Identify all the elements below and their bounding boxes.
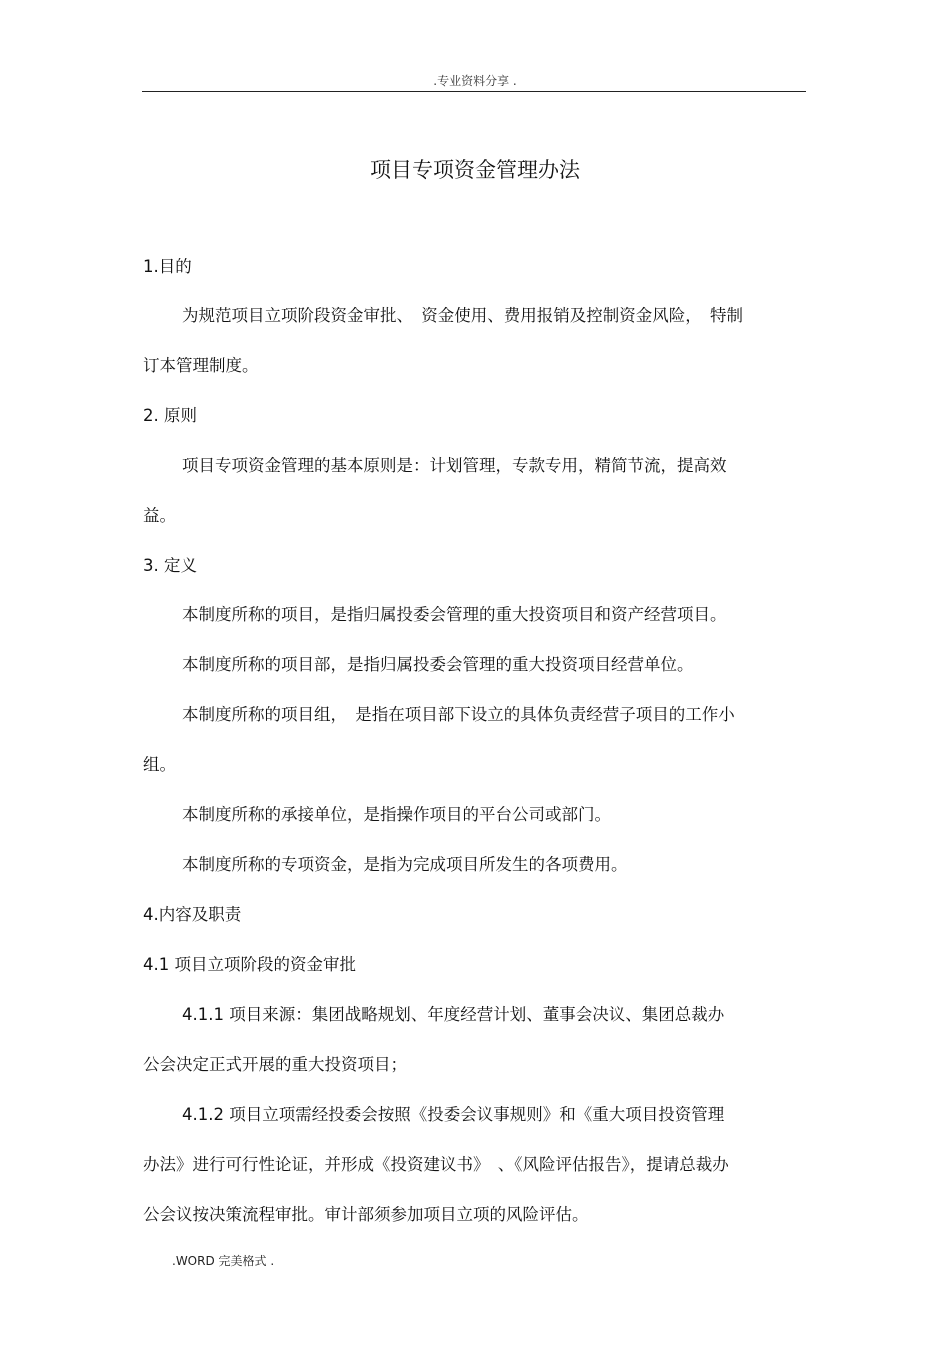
section-heading-purpose: 1.目的: [143, 257, 192, 276]
paragraph-line: 为规范项目立项阶段资金审批、 资金使用、费用报销及控制资金风险， 特制: [182, 306, 743, 325]
paragraph-line: 公会决定正式开展的重大投资项目；: [143, 1055, 407, 1074]
paragraph-line: 办法》进行可行性论证，并形成《投资建议书》 、《风险评估报告》，提请总裁办: [143, 1155, 729, 1174]
section-heading-principles: 2. 原则: [143, 406, 197, 425]
paragraph-line: 本制度所称的项目组， 是指在项目部下设立的具体负责经营子项目的工作小: [182, 705, 735, 724]
paragraph-line: 本制度所称的项目部，是指归属投委会管理的重大投资项目经营单位。: [182, 655, 694, 674]
document-title: 项目专项资金管理办法: [370, 158, 580, 182]
header-divider: [142, 91, 806, 92]
header-text: .专业资料分享 .: [433, 74, 517, 88]
paragraph-line: 本制度所称的专项资金，是指为完成项目所发生的各项费用。: [182, 855, 628, 874]
paragraph-line: 公会议按决策流程审批。审计部须参加项目立项的风险评估。: [143, 1205, 589, 1224]
paragraph-line: 4.1.1 项目来源：集团战略规划、年度经营计划、董事会决议、集团总裁办: [182, 1005, 725, 1024]
page-footer: .WORD 完美格式 .: [172, 1254, 275, 1268]
paragraph-line: 益。: [143, 506, 176, 525]
subsection-heading-4-1: 4.1 项目立项阶段的资金审批: [143, 955, 356, 974]
section-heading-content: 4.内容及职责: [143, 905, 242, 924]
paragraph-line: 4.1.2 项目立项需经投委会按照《投委会议事规则》和《重大项目投资管理: [182, 1105, 725, 1124]
paragraph-line: 订本管理制度。: [143, 356, 259, 375]
paragraph-line: 本制度所称的承接单位，是指操作项目的平台公司或部门。: [182, 805, 611, 824]
section-heading-definitions: 3. 定义: [143, 556, 197, 575]
paragraph-line: 本制度所称的项目，是指归属投委会管理的重大投资项目和资产经营项目。: [182, 605, 727, 624]
paragraph-line: 组。: [143, 755, 176, 774]
paragraph-line: 项目专项资金管理的基本原则是：计划管理，专款专用，精简节流，提高效: [182, 456, 727, 475]
